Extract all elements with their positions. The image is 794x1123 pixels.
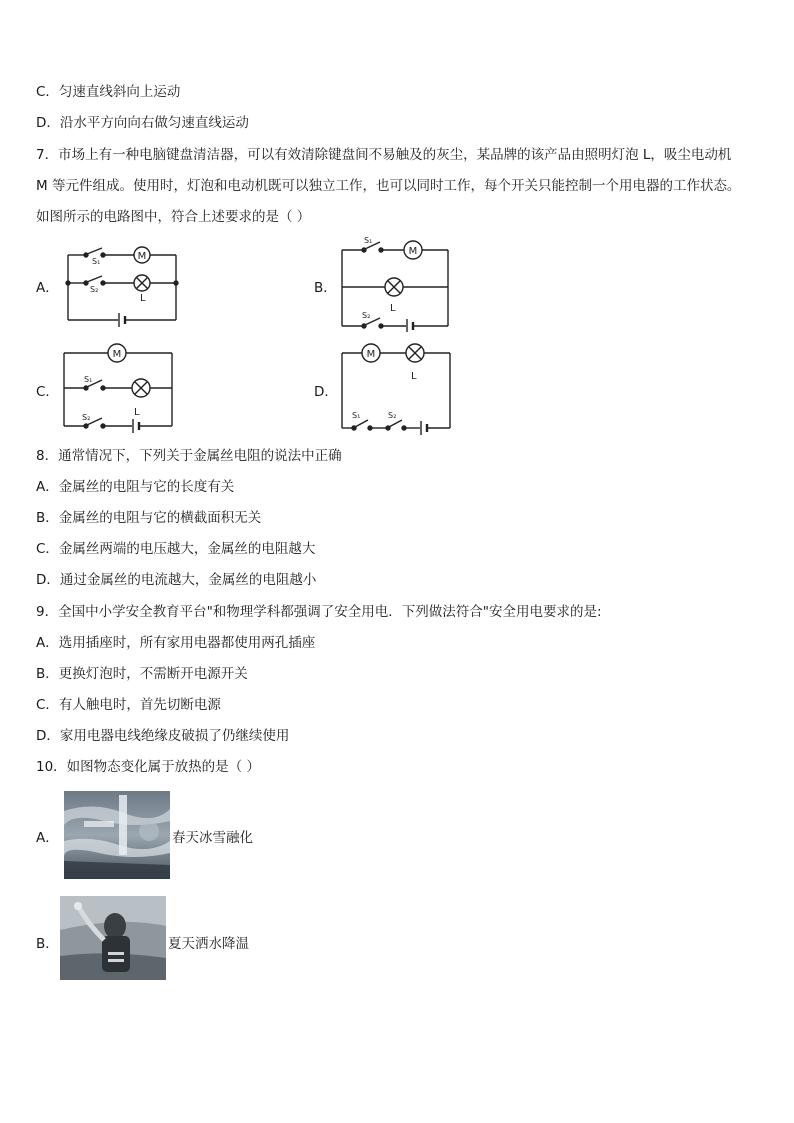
q7-c-lamp-label: L <box>134 407 140 418</box>
q8-option-a: A．金属丝的电阻与它的长度有关 <box>36 479 235 495</box>
q7-option-b-label: B． <box>314 280 337 296</box>
q7-c-s1-label: S₁ <box>84 375 93 384</box>
q7-a-s1-label: S₁ <box>92 257 101 266</box>
q9-stem: 9．全国中小学安全教育平台"和物理学科都强调了安全用电．下列做法符合"安全用电要求的是: <box>36 604 602 620</box>
q7-circuit-c <box>58 338 178 436</box>
q7-circuit-b <box>336 232 456 332</box>
q10-stem: 10．如图物态变化属于放热的是（ ） <box>36 759 260 775</box>
q7-b-lamp-label: L <box>390 303 396 314</box>
q7-option-c-label: C． <box>36 384 59 400</box>
q10-option-b-label: B． <box>36 936 59 952</box>
q8-option-d: D．通过金属丝的电流越大，金属丝的电阻越小 <box>36 572 317 588</box>
q10-water-spraying-photo <box>60 896 166 984</box>
q7-option-d-label: D． <box>314 384 338 400</box>
q7-d-motor-symbol: M <box>366 349 376 360</box>
q7-option-a-label: A． <box>36 280 59 296</box>
q7-b-s1-label: S₁ <box>364 236 373 245</box>
q10-option-b-caption: 夏天洒水降温 <box>168 936 249 952</box>
q10-ice-melting-photo <box>64 791 170 883</box>
q7-stem-line1: 7．市场上有一种电脑键盘清洁器，可以有效清除键盘间不易触及的灰尘，某品牌的该产品由照明灯泡 L，吸尘电动机 <box>36 147 732 163</box>
q7-a-s2-label: S₂ <box>90 285 99 294</box>
q8-option-c: C．金属丝两端的电压越大，金属丝的电阻越大 <box>36 541 316 557</box>
q7-stem-line3: 如图所示的电路图中，符合上述要求的是（ ） <box>36 209 311 225</box>
q7-c-s2-label: S₂ <box>82 413 91 422</box>
q7-circuit-d <box>336 338 456 436</box>
q8-stem: 8．通常情况下，下列关于金属丝电阻的说法中正确 <box>36 448 342 464</box>
q9-option-d: D．家用电器电线绝缘皮破损了仍继续使用 <box>36 728 290 744</box>
q10-option-a-label: A． <box>36 830 59 846</box>
q7-stem-line2: M 等元件组成。使用时，灯泡和电动机既可以独立工作，也可以同时工作，每个开关只能控制一个用电器的工作状态。 <box>36 178 741 194</box>
q7-d-s2-label: S₂ <box>388 411 397 420</box>
q7-b-motor-symbol: M <box>408 246 418 257</box>
q6-option-c: C．匀速直线斜向上运动 <box>36 84 181 100</box>
q7-circuit-a <box>62 240 184 328</box>
q7-b-s2-label: S₂ <box>362 311 371 320</box>
q7-a-lamp-label: L <box>140 293 146 304</box>
q7-a-motor-symbol: M <box>137 251 147 262</box>
q7-c-motor-symbol: M <box>112 349 122 360</box>
q9-option-a: A．选用插座时，所有家用电器都使用两孔插座 <box>36 635 316 651</box>
q8-option-b: B．金属丝的电阻与它的横截面积无关 <box>36 510 262 526</box>
q9-option-b: B．更换灯泡时，不需断开电源开关 <box>36 666 248 682</box>
q10-option-a-caption: 春天冰雪融化 <box>172 830 253 846</box>
q9-option-c: C．有人触电时，首先切断电源 <box>36 697 221 713</box>
q6-option-d: D．沿水平方向向右做匀速直线运动 <box>36 115 249 131</box>
q7-d-s1-label: S₁ <box>352 411 361 420</box>
q7-d-lamp-label: L <box>411 371 417 382</box>
